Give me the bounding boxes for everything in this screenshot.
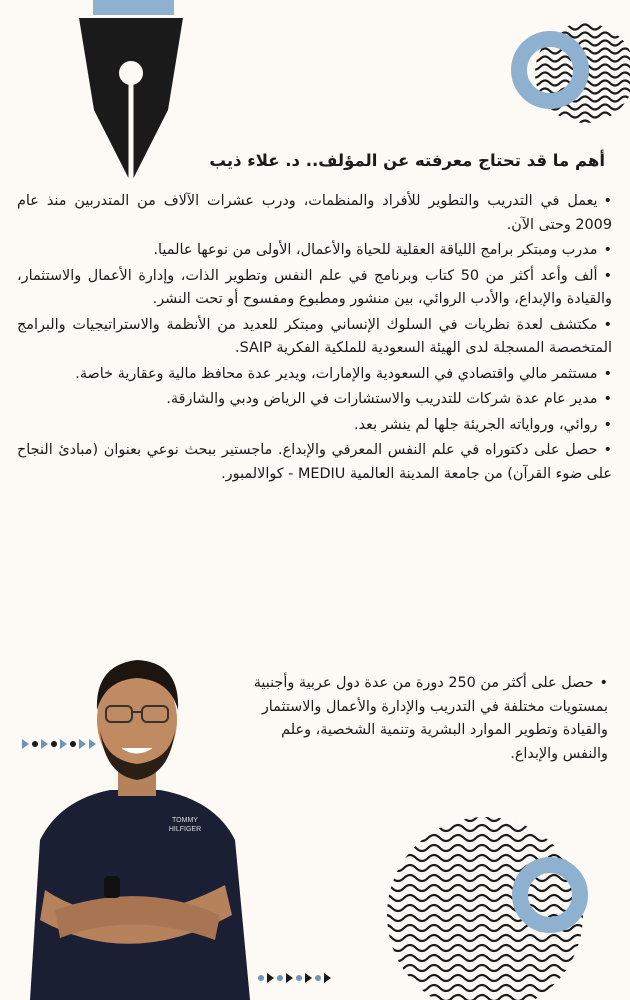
bio-item: • روائي، ورواياته الجريئة جلها لم ينشر بعد. [17, 414, 612, 438]
shirt-logo-line2: HILFIGER [168, 826, 202, 833]
bio-item: • حصل على دكتوراه في علم النفس المعرفي والإبداع. ماجستير ببحث نوعي بعنوان (مبادئ النجاح على ضوء القرآن) من جامعة المدينة العالمية MEDIU - كوالالمبور. [17, 439, 612, 486]
bio-item: • ألف وأعد أكثر من 50 كتاب وبرنامج في علم النفس وتطوير الذات، وإدارة الأعمال والاستثمار، والقيادة والإبداع، والأدب الروائي، بين منشور ومطبوع ومفسوح أو تحت النشر. [17, 265, 612, 312]
dot-pattern-bottom [258, 973, 331, 983]
bio-item: • حصل على أكثر من 250 دورة من عدة دول عربية وأجنبية بمستويات مختلفة في التدريب والإدارة والأعمال والاستثمار والقيادة وتطوير الموارد البشرية وتنمية الشخصية، وعلم والنفس والإبداع. [233, 672, 608, 766]
wave-circle-decoration-bottom [360, 800, 630, 1000]
page-title: أهم ما قد تحتاج معرفته عن المؤلف.. د. علاء ذيب [209, 151, 605, 170]
bio-item: • مدرب ومبتكر برامج اللياقة العقلية للحياة والأعمال، الأولى من نوعها عالميا. [17, 239, 612, 263]
top-accent-bar [93, 0, 174, 15]
bio-list-narrow [233, 672, 608, 766]
bio-list [17, 190, 612, 488]
bio-item: • مكتشف لعدة نظريات في السلوك الإنساني ومبتكر للعديد من الأنظمة والاستراتيجيات والبرامج المتخصصة المسجلة لدى الهيئة السعودية للملكية الفكرية SAIP. [17, 314, 612, 361]
bio-item: • يعمل في التدريب والتطوير للأفراد والمنظمات، ودرب عشرات الآلاف من المتدربين منذ عام 2009 وحتى الآن. [17, 190, 612, 237]
bio-item: • مدير عام عدة شركات للتدريب والاستشارات في الرياض ودبي والشارقة. [17, 388, 612, 412]
bio-item: • مستثمر مالي واقتصادي في السعودية والإمارات، ويدير عدة محافظ مالية وعقارية خاصة. [17, 363, 612, 387]
author-photo [0, 640, 270, 1000]
wave-circle-decoration-top [500, 15, 630, 145]
shirt-logo-line1: TOMMY [172, 817, 198, 824]
